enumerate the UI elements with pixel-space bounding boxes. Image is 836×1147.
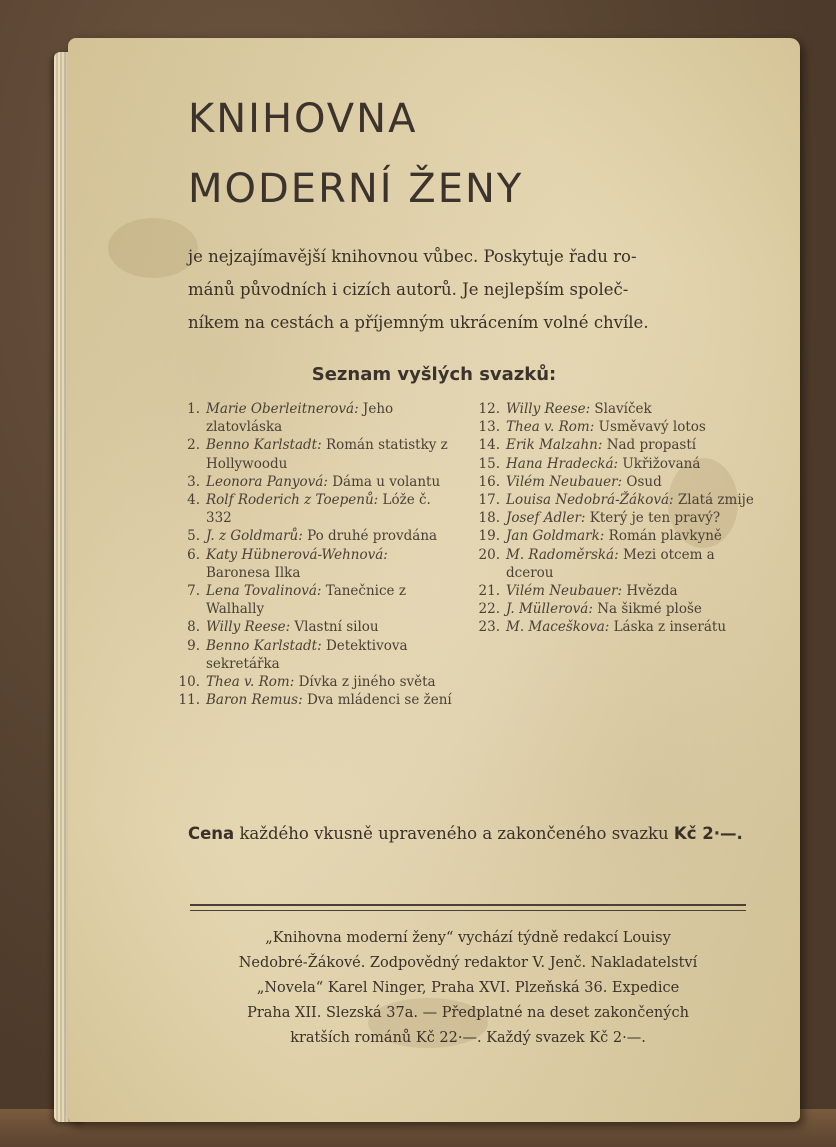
list-item: 5. J. z Goldmarů: Po druhé provdána [187,528,438,545]
cover-title-line-1: KNIHOVNA [188,96,418,142]
list-item: 21. Vilém Neubauer: Hvězda [478,583,678,600]
list-item: 7. Lena Tovalinová: Tanečnice z Walhally [187,583,406,618]
list-item: 11. Baron Remus: Dva mládenci se žení [178,692,452,709]
list-item: 6. Katy Hübnerová-Wehnová: Baronesa Ilka [187,546,388,581]
publisher-imprint [178,926,758,1051]
price-amount: Kč 2·—. [673,824,743,843]
list-item: 12. Willy Reese: Slavíček [478,401,652,417]
paper-stain [108,218,198,278]
divider-rule [190,904,746,906]
cover-title-line-2: MODERNÍ ŽENY [188,166,524,212]
intro-line: níkem na cestách a příjemným ukrácením volné chvíle. [188,313,649,332]
list-item: 1. Marie Oberleitnerová: Jeho zlatovláska [187,401,394,436]
imprint-line: „Novela“ Karel Ninger, Praha XVI. Plzeňská 36. Expedice [256,980,680,996]
intro-line: je nejzajímavější knihovnou vůbec. Poskytuje řadu ro- [188,247,637,266]
list-item: 23. M. Maceškova: Láska z inserátu [478,619,727,636]
list-item: 22. J. Müllerová: Na šikmé ploše [478,601,702,618]
price-label: Cena [188,824,235,843]
list-item: 14. Erik Malzahn: Nad propastí [478,437,697,454]
volume-list-right [472,400,754,637]
list-item: 20. M. Radoměrská: Mezi otcem a dcerou [478,546,715,581]
list-item: 2. Benno Karlstadt: Román statistky z Hollywoodu [187,437,448,472]
list-item: 15. Hana Hradecká: Ukřižovaná [478,455,701,472]
list-item: 9. Benno Karlstadt: Detektivova sekretářka [187,637,408,672]
intro-paragraph [188,240,758,339]
imprint-line: „Knihovna moderní ženy“ vychází týdně redakcí Louisy [265,930,671,946]
list-item: 4. Rolf Roderich z Toepenů: Lóže č. 332 [187,492,431,527]
volume-list-left [172,400,454,709]
price-note [188,818,758,850]
list-item: 19. Jan Goldmark: Román plavkyně [478,528,722,545]
list-item: 13. Thea v. Rom: Usměvavý lotos [478,419,706,436]
volume-list-heading: Seznam vyšlých svazků: [311,364,557,385]
list-item: 18. Josef Adler: Který je ten pravý? [478,510,721,527]
list-item: 17. Louisa Nedobrá-Žáková: Zlatá zmije [478,492,754,509]
imprint-line: Praha XII. Slezská 37a. — Předplatné na deset zakončených [247,1005,689,1021]
price-text: každého vkusně upraveného a zakončeného svazku [239,824,669,843]
divider-rule [190,910,746,911]
list-item: 3. Leonora Panyová: Dáma u volantu [187,473,441,490]
book-back-cover [68,38,800,1122]
list-item: 8. Willy Reese: Vlastní silou [187,619,379,636]
list-item: 16. Vilém Neubauer: Osud [478,473,662,490]
list-item: 10. Thea v. Rom: Dívka z jiného světa [178,674,436,691]
imprint-line: Nedobré-Žákové. Zodpovědný redaktor V. Jenč. Nakladatelství [238,955,698,971]
imprint-line: kratších románů Kč 22·—. Každý svazek Kč 2·—. [290,1030,646,1046]
intro-line: mánů původních i cizích autorů. Je nejlepším společ- [188,280,629,299]
